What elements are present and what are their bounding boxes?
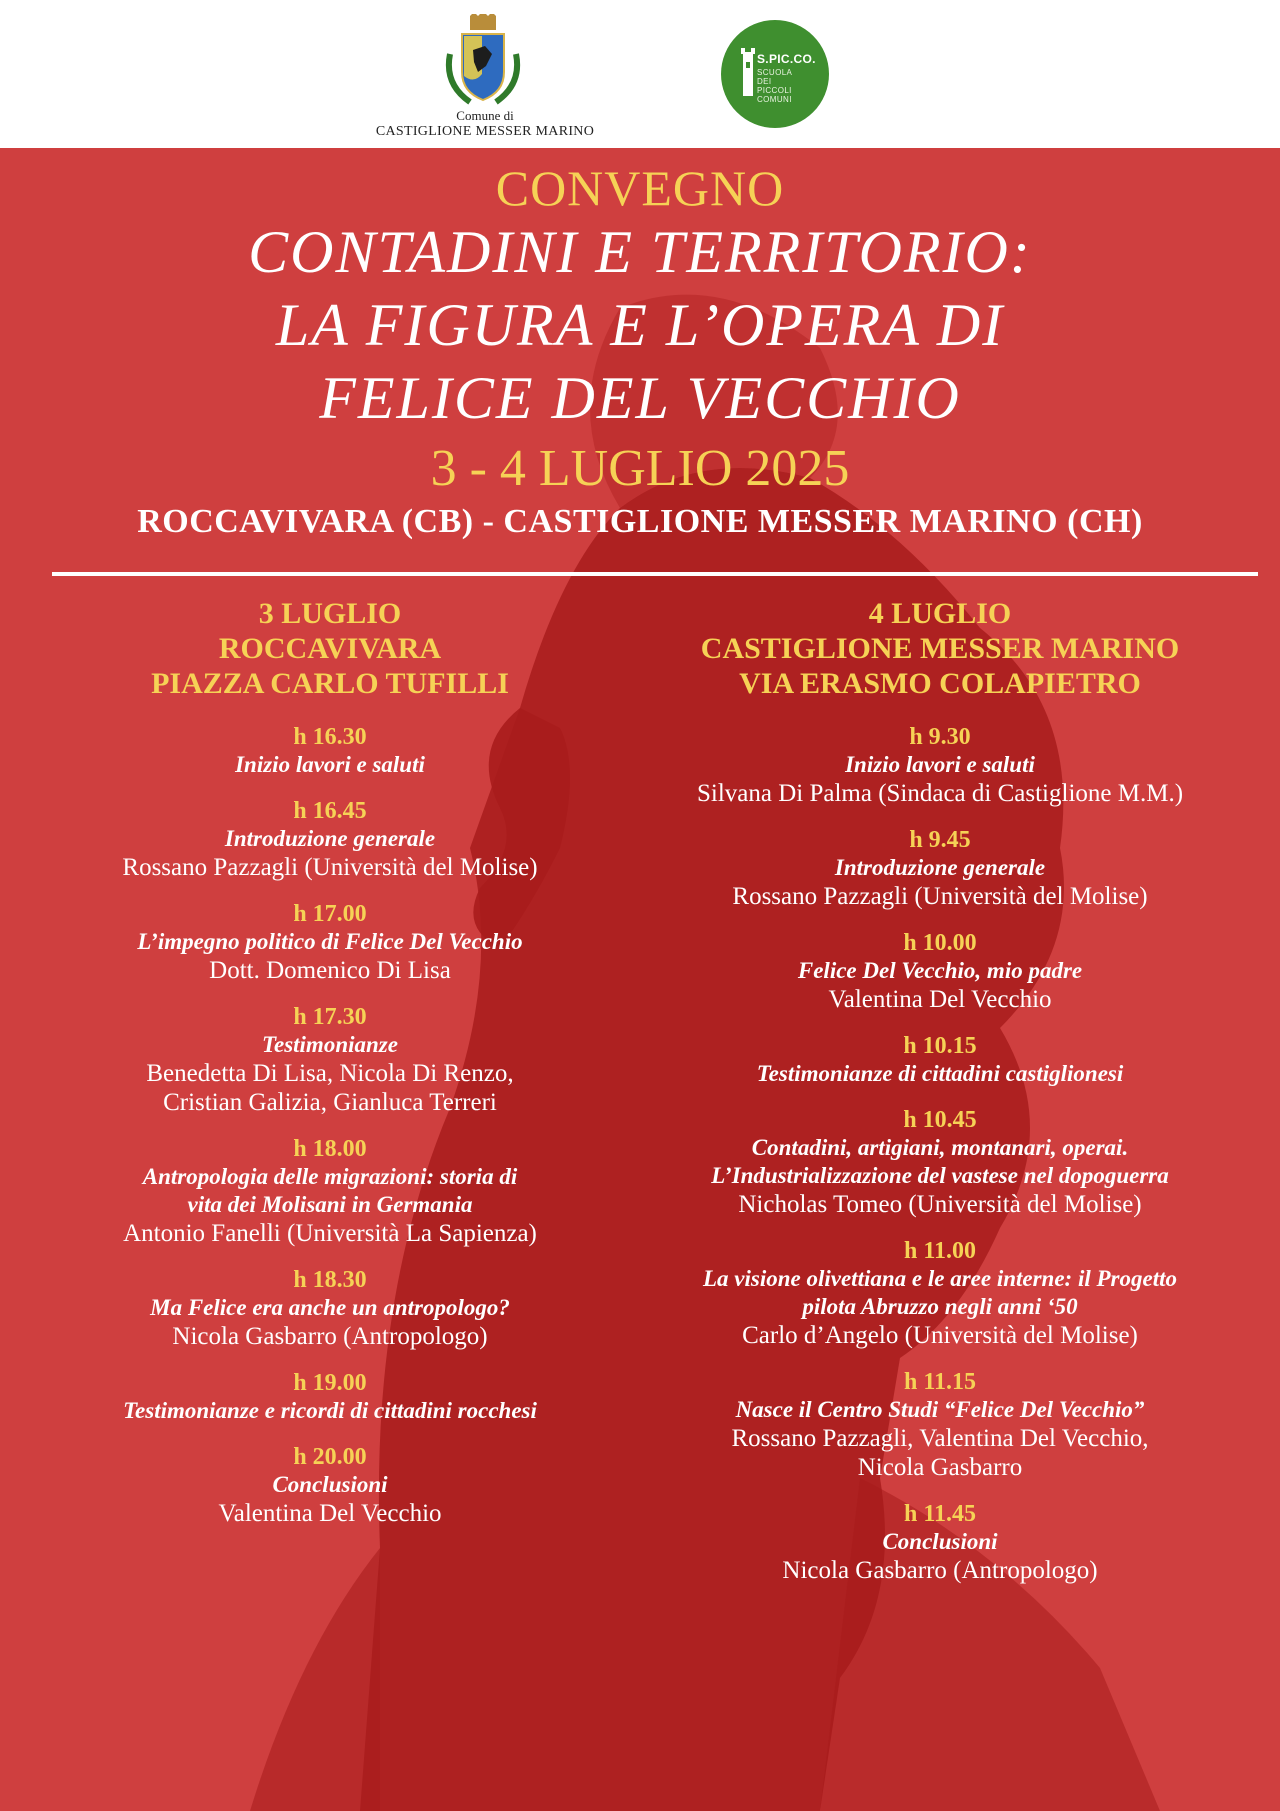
- programme-time: h 11.00: [903, 1238, 977, 1264]
- programme-speaker: Valentina Del Vecchio: [828, 986, 1052, 1013]
- programme-speaker: Nicola Gasbarro (Antropologo): [172, 1323, 488, 1350]
- programme-item: [20, 1369, 640, 1425]
- programme-topic: Introduzione generale: [224, 826, 436, 851]
- event-places: ROCCAVIVARA (CB) - CASTIGLIONE MESSER MARINO (CH): [137, 503, 1143, 540]
- comune-prefix: Comune di: [456, 108, 514, 123]
- day1-venue: PIAZZA CARLO TUFILLI: [151, 667, 509, 700]
- programme-speaker: Antonio Fanelli (Università La Sapienza): [123, 1220, 537, 1247]
- programme-item: [20, 797, 640, 882]
- programme-topic: Antropologia delle migrazioni: storia di: [142, 1164, 518, 1189]
- programme-topic: Testimonianze e ricordi di cittadini rocchesi: [123, 1398, 537, 1423]
- comune-label: [340, 108, 630, 140]
- programme-time: h 10.45: [903, 1107, 977, 1133]
- programme-topic: Nasce il Centro Studi “Felice Del Vecchio”: [735, 1397, 1145, 1422]
- programme-speaker: Rossano Pazzagli (Università del Molise): [122, 854, 538, 881]
- programme-time: h 10.00: [903, 930, 977, 956]
- programme-topic: Contadini, artigiani, montanari, operai.: [751, 1135, 1129, 1160]
- spicco-subtitle: SCUOLA DEI PICCOLI COMUNI: [757, 68, 793, 104]
- event-dates: 3 - 4 LUGLIO 2025: [430, 440, 850, 497]
- programme-topic: Testimonianze di cittadini castiglionesi: [756, 1061, 1124, 1086]
- comune-name: CASTIGLIONE MESSER MARINO: [375, 124, 595, 139]
- programme-item: [20, 723, 640, 779]
- spicco-logo: [721, 20, 829, 128]
- programme-topic: Conclusioni: [272, 1472, 388, 1497]
- programme-item: [620, 723, 1260, 808]
- programme-item: [620, 1032, 1260, 1088]
- event-title-line-1: CONTADINI E TERRITORIO:: [248, 219, 1032, 285]
- programme-speaker: Nicola Gasbarro (Antropologo): [782, 1557, 1098, 1584]
- programme-topic: Ma Felice era anche un antropologo?: [150, 1295, 510, 1320]
- day2-town: CASTIGLIONE MESSER MARINO: [700, 632, 1180, 665]
- programme-time: h 9.45: [909, 827, 971, 853]
- programme-time: h 19.00: [293, 1370, 367, 1396]
- programme-speaker: Valentina Del Vecchio: [218, 1500, 442, 1527]
- programme-topic: Introduzione generale: [834, 855, 1046, 880]
- programme-time: h 17.30: [293, 1004, 367, 1030]
- programme-topic: Testimonianze: [262, 1032, 398, 1057]
- programme-item: [620, 1368, 1260, 1482]
- programme-item: [620, 1500, 1260, 1585]
- programme-time: h 20.00: [293, 1444, 367, 1470]
- programme-topic: vita dei Molisani in Germania: [187, 1192, 473, 1217]
- programme-speaker: Nicholas Tomeo (Università del Molise): [738, 1191, 1142, 1218]
- divider: [52, 572, 1258, 576]
- programme-topic: Felice Del Vecchio, mio padre: [797, 958, 1083, 983]
- programme-topic: Inizio lavori e saluti: [845, 752, 1035, 777]
- programme-topic: Conclusioni: [882, 1529, 998, 1554]
- programme-time: h 11.45: [903, 1501, 977, 1527]
- day2-programme: [620, 723, 1260, 1585]
- day1-heading: [20, 596, 640, 701]
- comune-crest-icon: [440, 14, 526, 110]
- day2-column: [620, 596, 1260, 1603]
- header-band: [0, 0, 1280, 148]
- programme-item: [20, 1443, 640, 1528]
- programme-speaker: Cristian Galizia, Gianluca Terreri: [163, 1089, 497, 1116]
- spicco-brand: S.PIC.CO.: [757, 52, 816, 66]
- programme-speaker: Rossano Pazzagli (Università del Molise): [732, 883, 1148, 910]
- programme-time: h 18.30: [293, 1267, 367, 1293]
- programme-item: [620, 1237, 1260, 1350]
- programme-topic: La visione olivettiana e le aree interne: il Progetto: [703, 1266, 1177, 1291]
- programme-time: h 11.15: [903, 1369, 977, 1395]
- programme-speaker: Carlo d’Angelo (Università del Molise): [742, 1322, 1138, 1349]
- programme-time: h 17.00: [293, 901, 367, 927]
- programme-time: h 10.15: [903, 1033, 977, 1059]
- day2-venue: VIA ERASMO COLAPIETRO: [739, 667, 1141, 700]
- programme-item: [20, 1135, 640, 1248]
- day2-date: 4 LUGLIO: [868, 597, 1012, 630]
- event-kind: CONVEGNO: [495, 160, 785, 216]
- programme-item: [620, 1106, 1260, 1219]
- programme-time: h 9.30: [909, 724, 971, 750]
- programme-item: [620, 929, 1260, 1014]
- programme-item: [20, 1003, 640, 1117]
- tower-icon: [741, 48, 755, 98]
- programme-speaker: Rossano Pazzagli, Valentina Del Vecchio,: [731, 1425, 1149, 1452]
- programme-topic: L’impegno politico di Felice Del Vecchio: [137, 929, 523, 954]
- programme-item: [20, 1266, 640, 1351]
- programme-speaker: Benedetta Di Lisa, Nicola Di Renzo,: [146, 1060, 514, 1087]
- programme-time: h 16.45: [293, 798, 367, 824]
- programme-topic: pilota Abruzzo negli anni ‘50: [802, 1294, 1078, 1319]
- programme-topic: Inizio lavori e saluti: [235, 752, 425, 777]
- event-title-line-3: FELICE DEL VECCHIO: [319, 365, 961, 431]
- programme-speaker: Silvana Di Palma (Sindaca di Castiglione M.M.): [696, 780, 1184, 807]
- programme-time: h 18.00: [293, 1136, 367, 1162]
- day1-town: ROCCAVIVARA: [218, 632, 442, 665]
- day2-heading: [620, 596, 1260, 701]
- event-titles: [0, 160, 1280, 543]
- programme-item: [620, 826, 1260, 911]
- programme-speaker: Dott. Domenico Di Lisa: [209, 957, 451, 984]
- day1-column: [20, 596, 640, 1546]
- programme-item: [20, 900, 640, 985]
- day1-programme: [20, 723, 640, 1528]
- programme-topic: L’Industrializzazione del vastese nel dopoguerra: [711, 1163, 1169, 1188]
- programme-speaker: Nicola Gasbarro: [857, 1454, 1023, 1481]
- programme-time: h 16.30: [293, 724, 367, 750]
- event-title-line-2: LA FIGURA E L’OPERA DI: [275, 292, 1005, 358]
- day1-date: 3 LUGLIO: [258, 597, 402, 630]
